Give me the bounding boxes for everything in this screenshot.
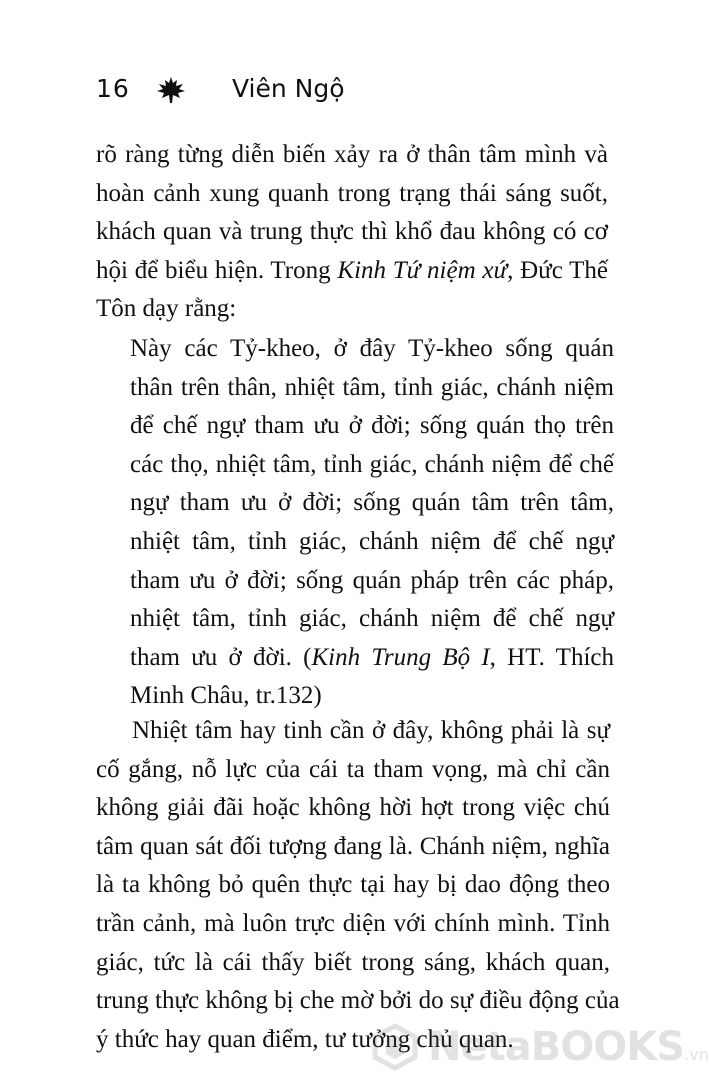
text-line: giác, tức là cái thấy biết trong sáng, khách quan, [96, 948, 610, 976]
text-line: Nhiệt tâm hay tinh cần ở đây, không phải là sự [132, 717, 610, 744]
quote-line: nhiệt tâm, tỉnh giác, chánh niệm để chế ngự [130, 527, 614, 555]
book-title: Viên Ngộ [232, 74, 345, 103]
netabooks-logo-icon [372, 1024, 418, 1070]
text-line: Tôn dạy rằng: [96, 295, 237, 323]
sutra-title: Kinh Tứ niệm xứ [337, 256, 508, 284]
quote-line: để chế ngự tham ưu ở đời; sống quán thọ trên [130, 412, 614, 440]
text-line: rõ ràng từng diễn biến xảy ra ở thân tâm mình và [96, 141, 608, 168]
text-line: hội để biểu hiện. Trong Kinh Tứ niệm xứ, Đức Thế [96, 256, 608, 284]
text-line: trần cảnh, mà luôn trực diện với chính mình. Tỉnh [96, 909, 610, 937]
quote-line: thân trên thân, nhiệt tâm, tỉnh giác, chánh niệm [130, 373, 614, 401]
text-line: là ta không bỏ quên thực tại hay bị dao động theo [96, 871, 610, 899]
running-header [96, 74, 616, 110]
maple-leaf-icon [156, 76, 186, 104]
page-number: 16 [96, 74, 130, 103]
quote-line: nhiệt tâm, tỉnh giác, chánh niệm để chế ngự [130, 605, 614, 633]
quote-line: tham ưu ở đời; sống quán pháp trên các pháp, [130, 566, 614, 594]
text-line: khách quan và trung thực thì khổ đau không có cơ [96, 218, 608, 246]
quote-line: Minh Châu, tr.132) [130, 682, 322, 710]
citation-title: Kinh Trung Bộ I [311, 643, 490, 671]
text-line: tâm quan sát đối tượng đang là. Chánh niệm, nghĩa [96, 832, 610, 860]
text-line: ý thức hay quan điểm, tư tưởng chủ quan. [96, 1025, 514, 1053]
quote-line: Này các Tỷ-kheo, ở đây Tỷ-kheo sống quán [130, 335, 614, 362]
text-line: không giải đãi hoặc không hời hợt trong việc chú [96, 794, 610, 822]
quote-line: các thọ, nhiệt tâm, tỉnh giác, chánh niệm để chế [130, 450, 614, 478]
watermark-text: NetaBOOKS.vn [428, 1024, 709, 1070]
text-line: cố gắng, nỗ lực của cái ta tham vọng, mà chỉ cần [96, 755, 610, 783]
text-line: hoàn cảnh xung quanh trong trạng thái sáng suốt, [96, 179, 608, 207]
paragraph-intro [96, 136, 608, 329]
text-line: trung thực không bị che mờ bởi do sự điều động của [96, 987, 620, 1015]
quote-line: tham ưu ở đời. (Kinh Trung Bộ I, HT. Thích [130, 643, 614, 671]
watermark [372, 1020, 709, 1080]
block-quote [130, 330, 614, 716]
quote-line: ngự tham ưu ở đời; sống quán tâm trên tâm, [130, 489, 614, 517]
